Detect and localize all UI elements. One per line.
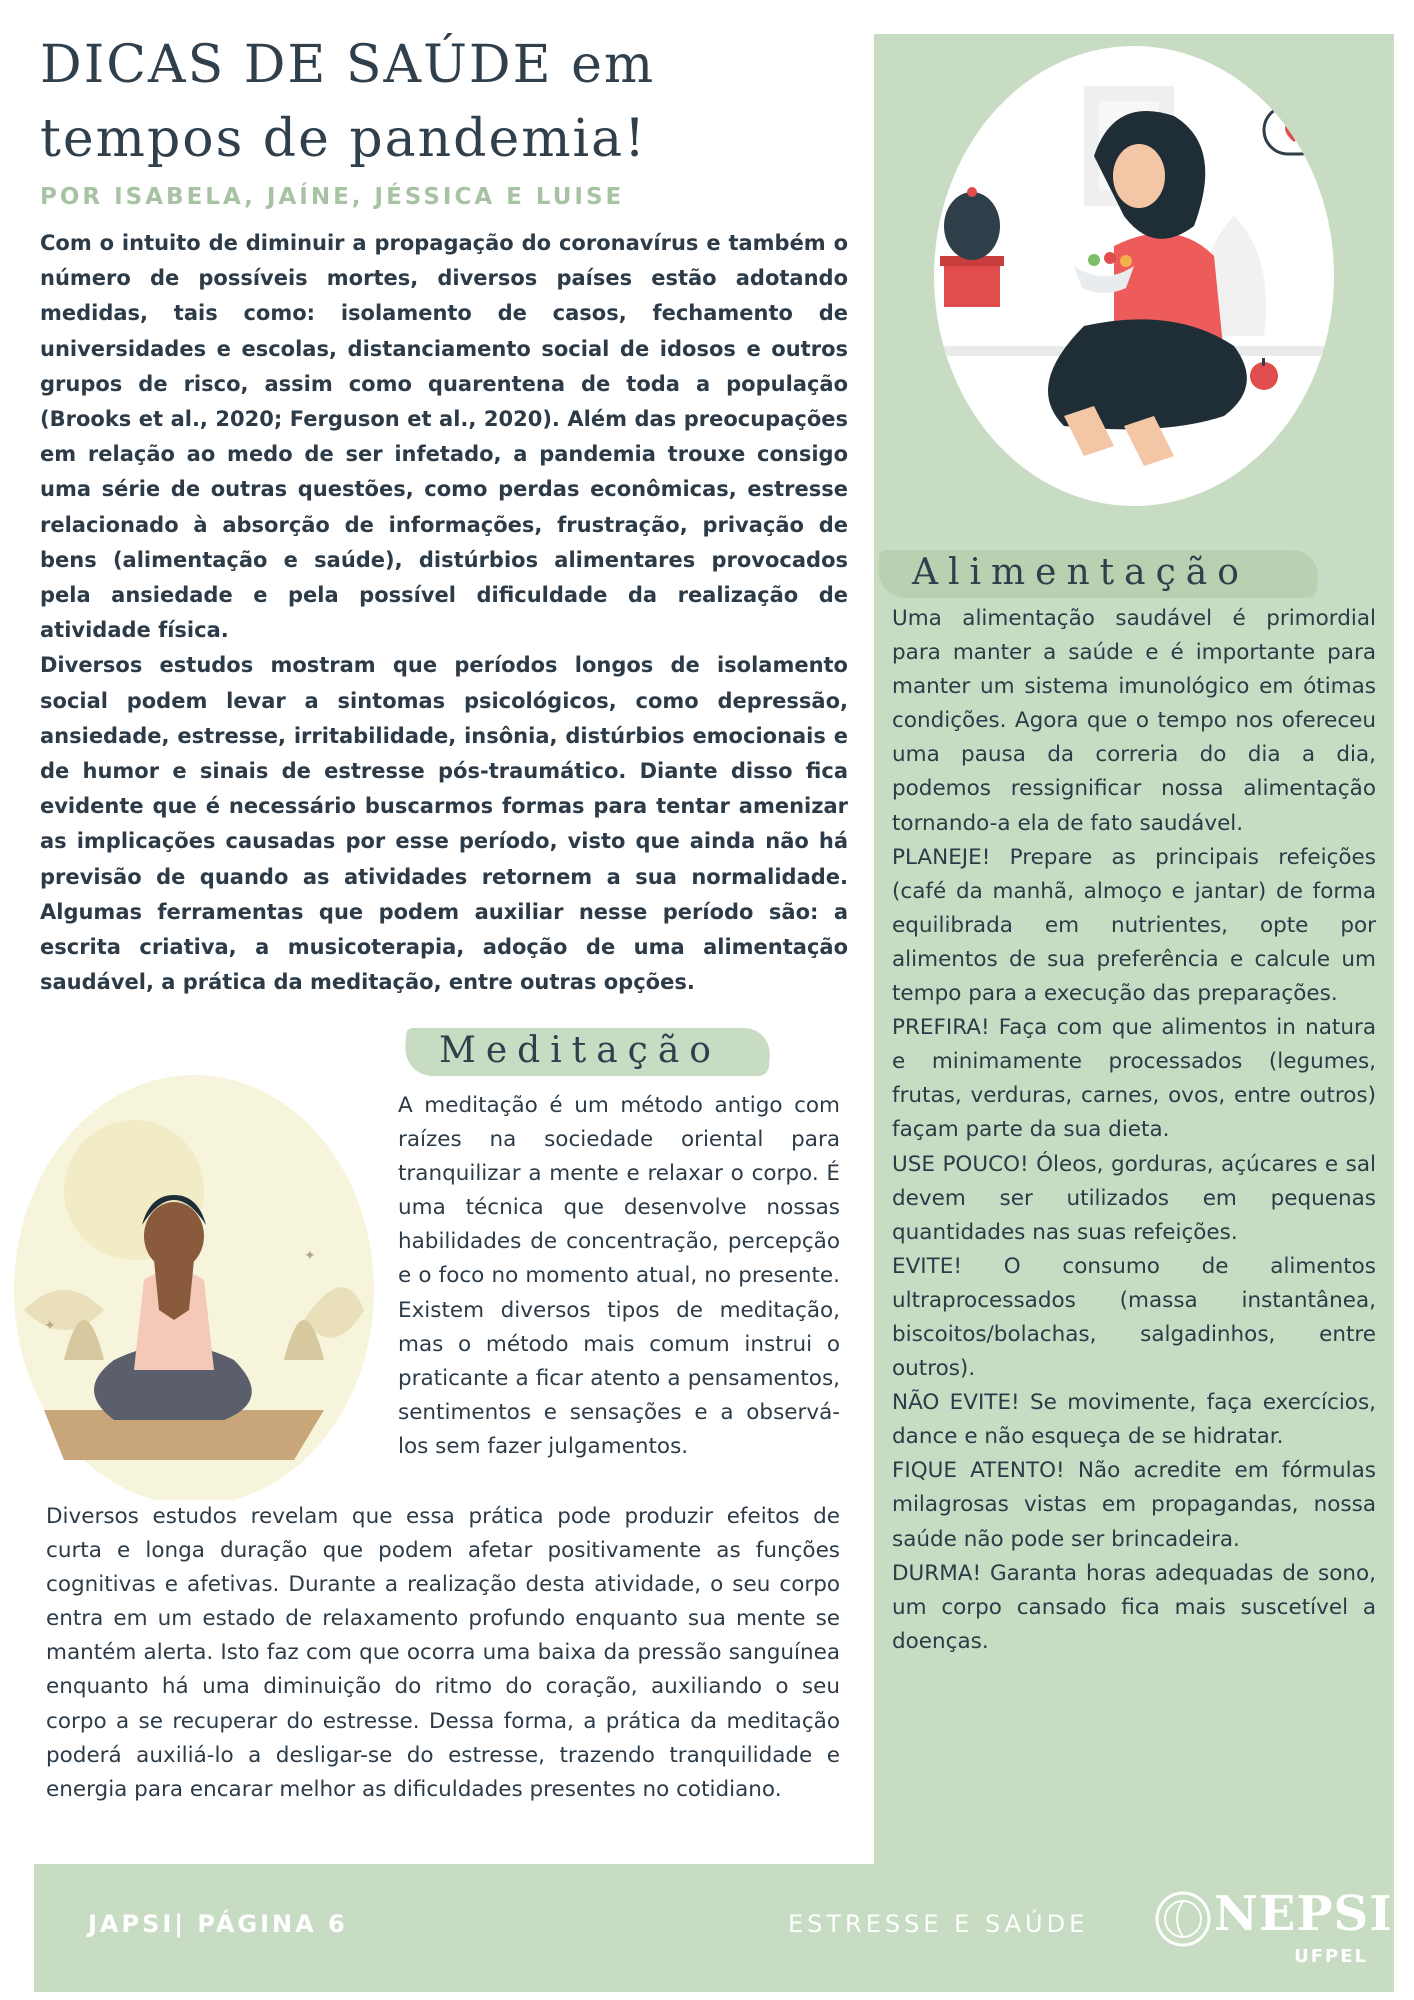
- title-line-1: DICAS DE SAÚDE em: [40, 35, 656, 95]
- meditacao-paragraph-1: A meditação é um método antigo com raízes na sociedade oriental para tranquilizar a mente e relaxar o corpo. É uma técnica que desenvolve nossas habilidades de concentração, percepção e o foco no momento atual, no presente. Existem diversos tipos de meditação, mas o método mais comum instrui o praticante a ficar atento a pensamentos, sentimentos e sensações e a observá-los sem fazer julgamentos.: [398, 1093, 840, 1459]
- logo-text: NEPSI: [1214, 1886, 1393, 1942]
- alimentacao-paragraph: PREFIRA! Faça com que alimentos in natura e minimamente processados (legumes, frutas, verduras, carnes, ovos, entre outros) façam parte da sua dieta.: [892, 1015, 1376, 1143]
- alimentacao-paragraph: NÃO EVITE! Se movimente, faça exercícios, dance e não esqueça de se hidratar.: [892, 1390, 1376, 1450]
- byline: POR ISABELA, JAÍNE, JÉSSICA E LUISE: [40, 184, 625, 210]
- alimentacao-paragraph: PLANEJE! Prepare as principais refeições (café da manhã, almoço e jantar) de forma equilibrada em nutrientes, opte por alimentos de sua preferência e calcule um tempo para a execução das preparações.: [892, 844, 1376, 1007]
- meditation-illustration: [4, 1060, 376, 1500]
- nepsi-logo-icon: [1152, 1888, 1214, 1950]
- alimentacao-paragraph: EVITE! O consumo de alimentos ultraprocessados (massa instantânea, biscoitos/bolachas, salgadinhos, entre outros).: [892, 1253, 1376, 1382]
- meditacao-paragraph-2: Diversos estudos revelam que essa prática pode produzir efeitos de curta e longa duração que podem afetar positivamente as funções cognitivas e afetivas. Durante a realização desta atividade, o seu corpo entra em um estado de relaxamento profundo enquanto sua mente se mantém alerta. Isto faz com que ocorra uma baixa da pressão sanguínea enquanto há uma diminuição do ritmo do coração, auxiliando o seu corpo a se recuperar do estresse. Dessa forma, a prática da meditação poderá auxiliá-lo a desligar-se do estresse, trazendo tranquilidade e energia para encarar melhor as dificuldades presentes no cotidiano.: [46, 1504, 840, 1802]
- alimentacao-heading-text: Alimentação: [912, 552, 1249, 593]
- intro-paragraph-1: Com o intuito de diminuir a propagação do coronavírus e também o número de possíveis mortes, diversos países estão adotando medidas, tais como: isolamento de casos, fechamento de universidades e escolas, distanciamento social de idosos e outros grupos de risco, assim como quarentena de toda a população (Brooks et al., 2020; Ferguson et al., 2020). Além das preocupações em relação ao medo de ser infetado, a pandemia trouxe consigo uma série de outras questões, como perdas econômicas, estresse relacionado à absorção de informações, frustração, privação de bens (alimentação e saúde), distúrbios alimentares provocados pela ansiedade e pela possível dificuldade da realização de atividade física.: [40, 231, 848, 643]
- page-title: [40, 28, 860, 176]
- nepsi-logo: [1152, 1886, 1393, 1976]
- footer-section-label: ESTRESSE E SAÚDE: [788, 1910, 1089, 1938]
- logo-subtext: UFPEL: [1294, 1946, 1368, 1967]
- svg-text:✦: ✦: [44, 1318, 56, 1334]
- alimentacao-paragraph: DURMA! Garanta horas adequadas de sono, um corpo cansado fica mais suscetível a doenças.: [892, 1560, 1376, 1654]
- footer-page-label: JAPSI| PÁGINA 6: [88, 1910, 348, 1938]
- meditacao-heading: [405, 1022, 770, 1080]
- alimentacao-paragraph: USE POUCO! Óleos, gorduras, açúcares e sal devem ser utilizados em pequenas quantidades nas suas refeições.: [892, 1151, 1376, 1245]
- title-line-2: tempos de pandemia!: [40, 109, 648, 169]
- alimentacao-heading: [878, 544, 1318, 602]
- meditating-woman-illustration: [4, 1060, 376, 1500]
- intro-text: [40, 226, 848, 1000]
- alimentacao-paragraph: Uma alimentação saudável é primordial para manter a saúde e é importante para manter um sistema imunológico em ótimas condições. Agora que o tempo nos ofereceu uma pausa da correria do dia a dia, podemos ressignificar nossa alimentação tornando-a ela de fato saudável.: [892, 606, 1376, 836]
- footer: [34, 1864, 1394, 1992]
- eating-woman-illustration: [934, 46, 1334, 506]
- meditacao-heading-text: Meditação: [439, 1030, 721, 1071]
- eating-illustration-frame: [934, 46, 1334, 506]
- alimentacao-paragraph: FIQUE ATENTO! Não acredite em fórmulas milagrosas vistas em propagandas, nossa saúde não pode ser brincadeira.: [892, 1458, 1376, 1552]
- alimentacao-text: [892, 602, 1376, 1659]
- svg-text:✦: ✦: [304, 1248, 316, 1264]
- intro-paragraph-2: Diversos estudos mostram que períodos longos de isolamento social podem levar a sintomas psicológicos, como depressão, ansiedade, estresse, irritabilidade, insônia, distúrbios emocionais e de humor e sinais de estresse pós-traumático. Diante disso fica evidente que é necessário buscarmos formas para tentar amenizar as implicações causadas por esse período, visto que ainda não há previsão de quando as atividades retornem a sua normalidade. Algumas ferramentas que podem auxiliar nesse período são: a escrita criativa, a musicoterapia, adoção de uma alimentação saudável, a prática da meditação, entre outras opções.: [40, 653, 848, 995]
